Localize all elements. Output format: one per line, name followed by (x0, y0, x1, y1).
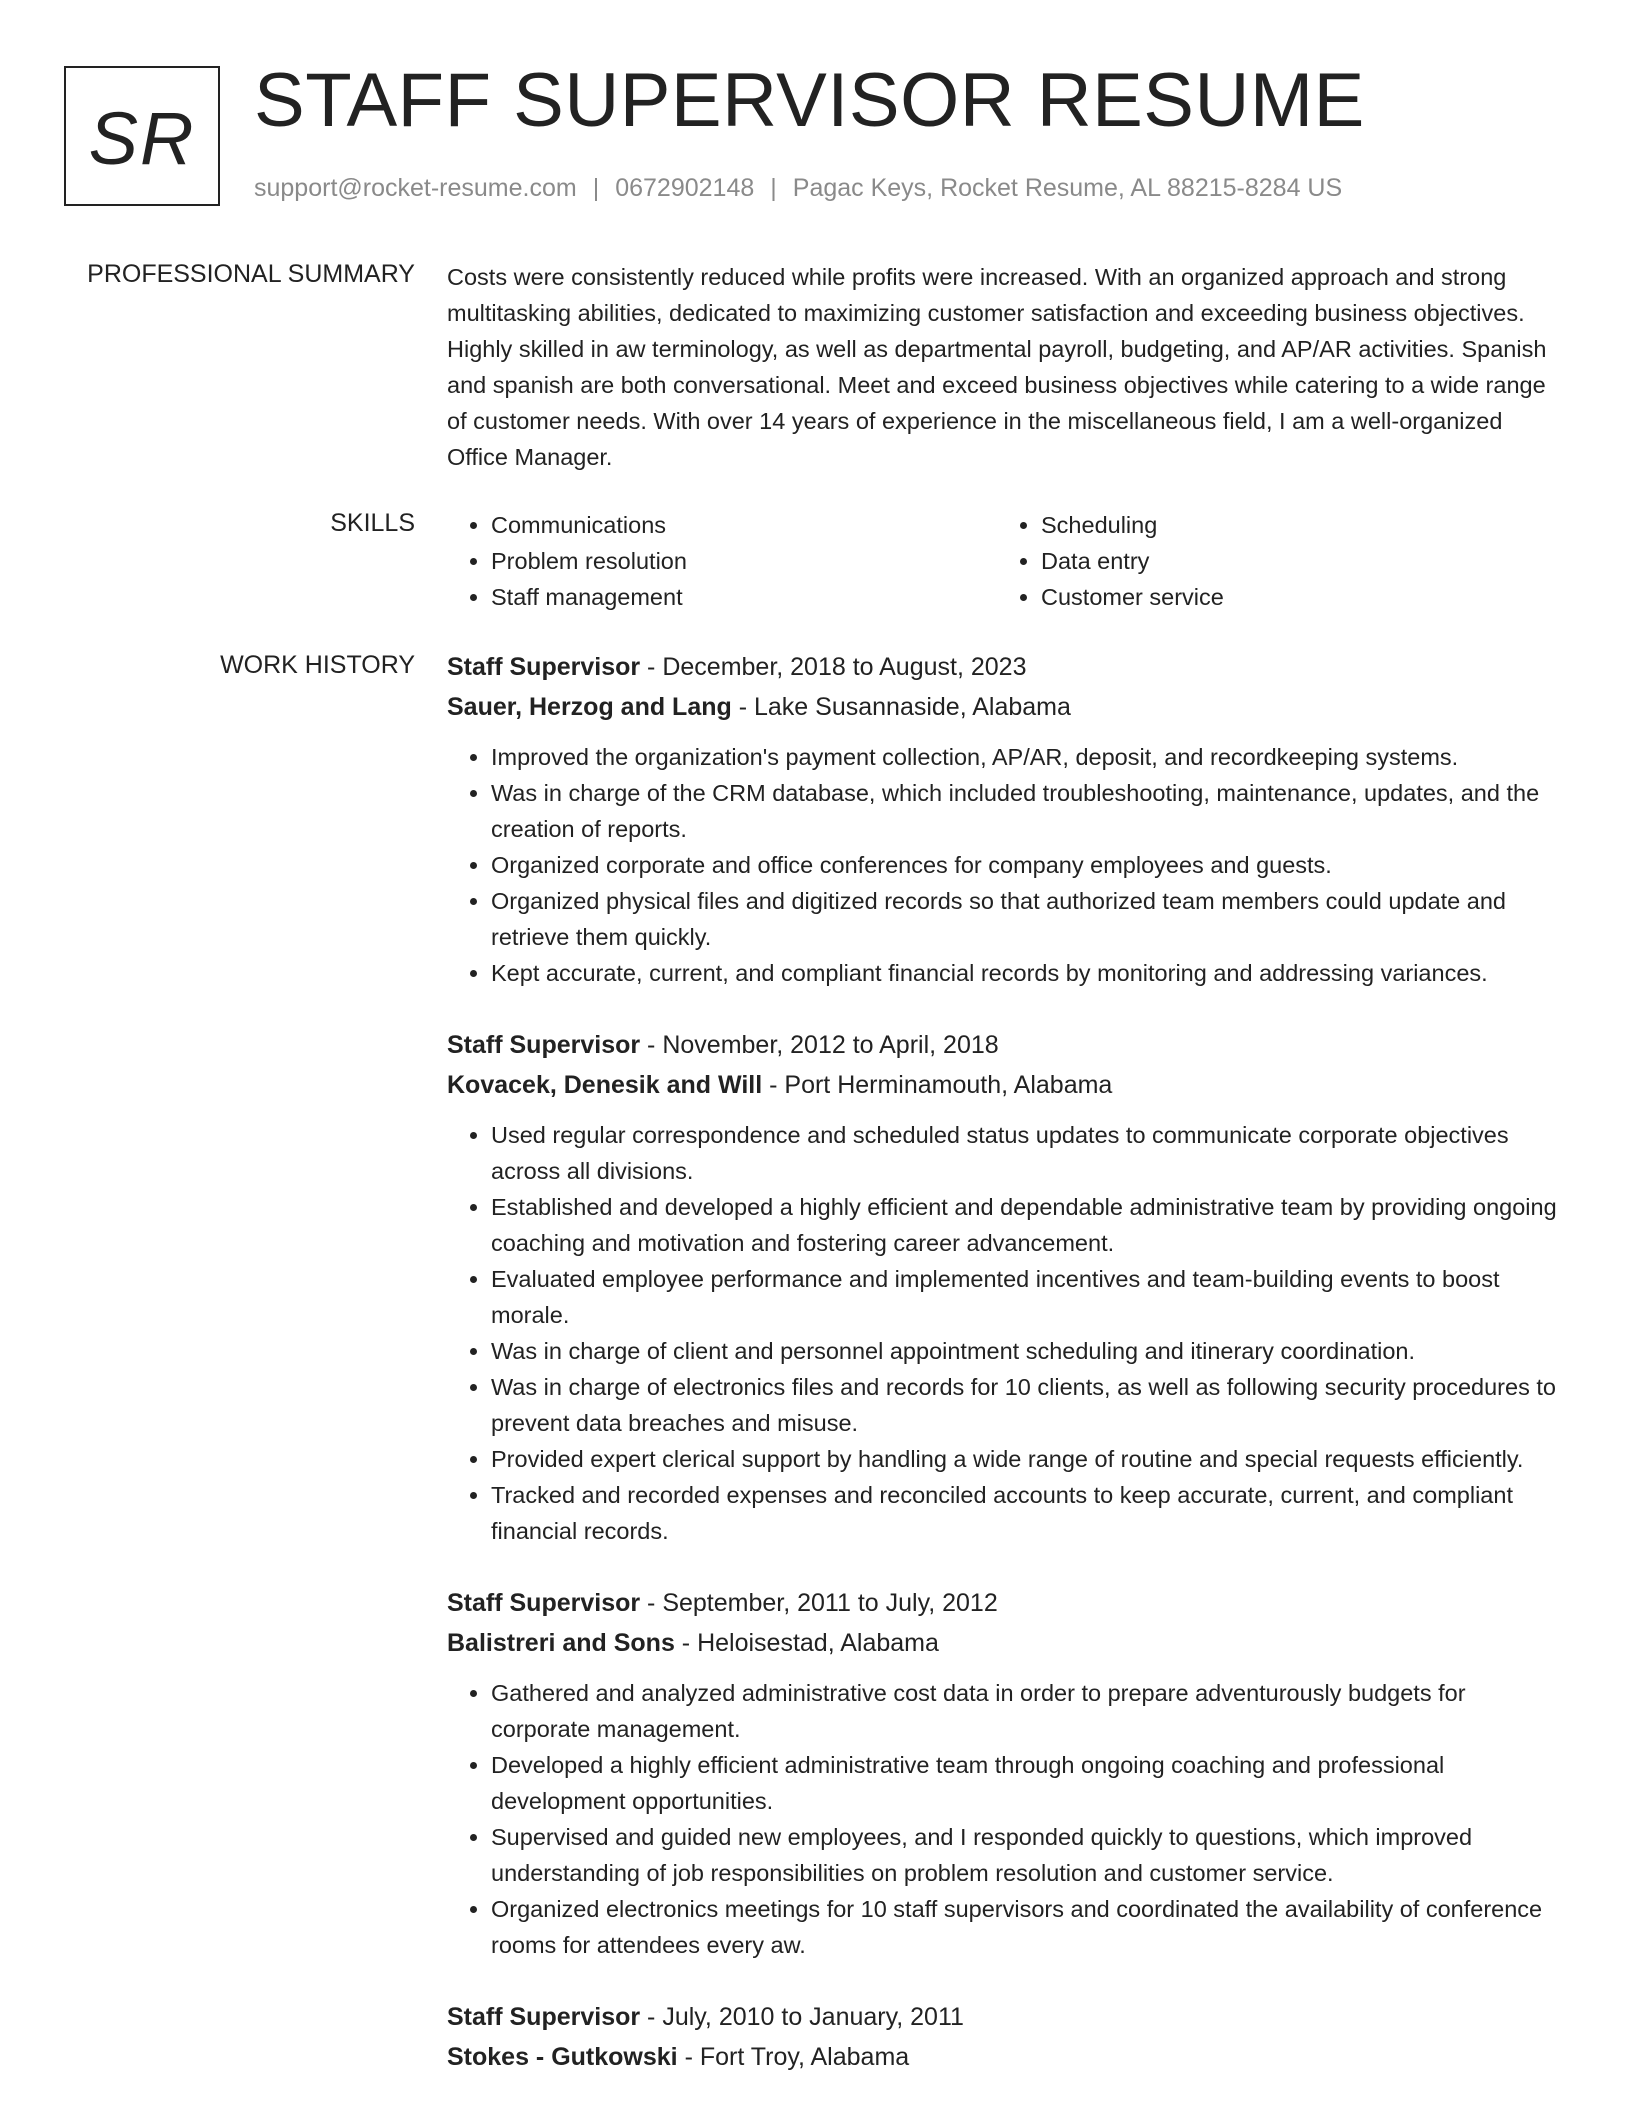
job-bullet: • Was in charge of electronics files and records for 10 clients, as well as following security procedures to prevent data breaches and misuse. (491, 1369, 1567, 1441)
skill-item: • Communications (491, 507, 997, 543)
job-bullet: • Was in charge of client and personnel appointment scheduling and itinerary coordination. (491, 1333, 1567, 1369)
job-bullet: • Improved the organization's payment collection, AP/AR, deposit, and recordkeeping systems. (491, 739, 1567, 775)
job-entry (447, 1583, 1567, 1963)
job-location: - Lake Susannaside, Alabama (731, 693, 1071, 721)
contact-email[interactable]: support@rocket-resume.com (254, 174, 577, 202)
job-bullet: • Organized electronics meetings for 10 staff supervisors and coordinated the availability of conference rooms for attendees every aw. (491, 1891, 1567, 1963)
job-bullet: • Gathered and analyzed administrative cost data in order to prepare adventurously budgets for corporate management. (491, 1675, 1567, 1747)
job-company: Balistreri and Sons (447, 1629, 675, 1657)
job-title-line (447, 1583, 1567, 1623)
work-history-section (447, 647, 1567, 2111)
summary-text: Costs were consistently reduced while profits were increased. With an organized approach and strong multitasking abilities, dedicated to maximizing customer satisfaction and exceeding business objectives. Highly skilled in aw terminology, as well as departmental payroll, budgeting, and AP/AR activities. Spanish and spanish are both conversational. Meet and exceed business objectives while catering to a wide range of customer needs. With over 14 years of experience in the miscellaneous field, I am a well-organized Office Manager. (447, 264, 1547, 470)
job-location: - Fort Troy, Alabama (677, 2043, 910, 2071)
job-bullet: • Established and developed a highly efficient and dependable administrative team by providing ongoing coaching and motivation and fostering career advancement. (491, 1189, 1567, 1261)
skill-item: • Scheduling (1041, 507, 1547, 543)
contact-line (254, 174, 1342, 203)
skill-item: • Data entry (1041, 543, 1547, 579)
job-bullets (447, 1675, 1567, 1963)
job-company-line (447, 687, 1567, 727)
job-title-line (447, 1997, 1567, 2037)
contact-phone[interactable]: 0672902148 (615, 174, 755, 202)
job-dates: - September, 2011 to July, 2012 (640, 1589, 998, 1617)
job-entry (447, 1997, 1567, 2077)
contact-separator: | (592, 174, 600, 202)
job-bullet: • Evaluated employee performance and implemented incentives and team-building events to boost morale. (491, 1261, 1567, 1333)
job-bullet: • Used regular correspondence and scheduled status updates to communicate corporate objectives across all divisions. (491, 1117, 1567, 1189)
skills-list-right (997, 507, 1547, 615)
job-bullet: • Developed a highly efficient administrative team through ongoing coaching and professional development opportunities. (491, 1747, 1567, 1819)
job-title: Staff Supervisor (447, 1589, 641, 1617)
skill-item: • Problem resolution (491, 543, 997, 579)
summary-heading: PROFESSIONAL SUMMARY (87, 260, 415, 288)
job-bullets (447, 739, 1567, 991)
job-title-line (447, 647, 1567, 687)
job-company: Sauer, Herzog and Lang (447, 693, 732, 721)
job-title: Staff Supervisor (447, 653, 641, 681)
job-bullet: • Organized corporate and office conferences for company employees and guests. (491, 847, 1567, 883)
job-company-line (447, 1065, 1567, 1105)
skills-section (447, 507, 1567, 615)
skill-item: • Customer service (1041, 579, 1547, 615)
skills-heading: SKILLS (330, 509, 415, 537)
job-company: Stokes - Gutkowski (447, 2043, 678, 2071)
job-location: - Port Herminamouth, Alabama (762, 1071, 1113, 1099)
monogram-initials: SR (88, 96, 196, 180)
job-dates: - December, 2018 to August, 2023 (640, 653, 1027, 681)
job-company-line (447, 1623, 1567, 1663)
job-company: Kovacek, Denesik and Will (447, 1071, 763, 1099)
job-bullet: • Tracked and recorded expenses and reconciled accounts to keep accurate, current, and compliant financial records. (491, 1477, 1567, 1549)
job-company-line (447, 2037, 1567, 2077)
job-bullet: • Supervised and guided new employees, and I responded quickly to questions, which improved understanding of job responsibilities on problem resolution and customer service. (491, 1819, 1567, 1891)
job-bullets (447, 1117, 1567, 1549)
resume-title: STAFF SUPERVISOR RESUME (254, 58, 1365, 143)
contact-separator: | (770, 174, 777, 202)
skill-item: • Staff management (491, 579, 997, 615)
work-history-heading: WORK HISTORY (220, 651, 415, 679)
job-location: - Heloisestad, Alabama (674, 1629, 939, 1657)
job-title-line (447, 1025, 1567, 1065)
job-dates: - November, 2012 to April, 2018 (640, 1031, 999, 1059)
job-title: Staff Supervisor (447, 1031, 641, 1059)
contact-address: Pagac Keys, Rocket Resume, AL 88215-8284 US (792, 174, 1343, 202)
job-bullet: • Kept accurate, current, and compliant financial records by monitoring and addressing variances. (491, 955, 1567, 991)
summary-section (447, 259, 1567, 475)
job-entry (447, 1025, 1567, 1549)
job-title: Staff Supervisor (447, 2003, 641, 2031)
skills-list-left (447, 507, 997, 615)
job-bullet: • Organized physical files and digitized records so that authorized team members could update and retrieve them quickly. (491, 883, 1567, 955)
job-entry (447, 647, 1567, 991)
job-bullet: • Was in charge of the CRM database, which included troubleshooting, maintenance, updates, and the creation of reports. (491, 775, 1567, 847)
job-dates: - July, 2010 to January, 2011 (640, 2003, 964, 2031)
job-bullet: • Provided expert clerical support by handling a wide range of routine and special requests efficiently. (491, 1441, 1567, 1477)
monogram-box (64, 66, 220, 206)
